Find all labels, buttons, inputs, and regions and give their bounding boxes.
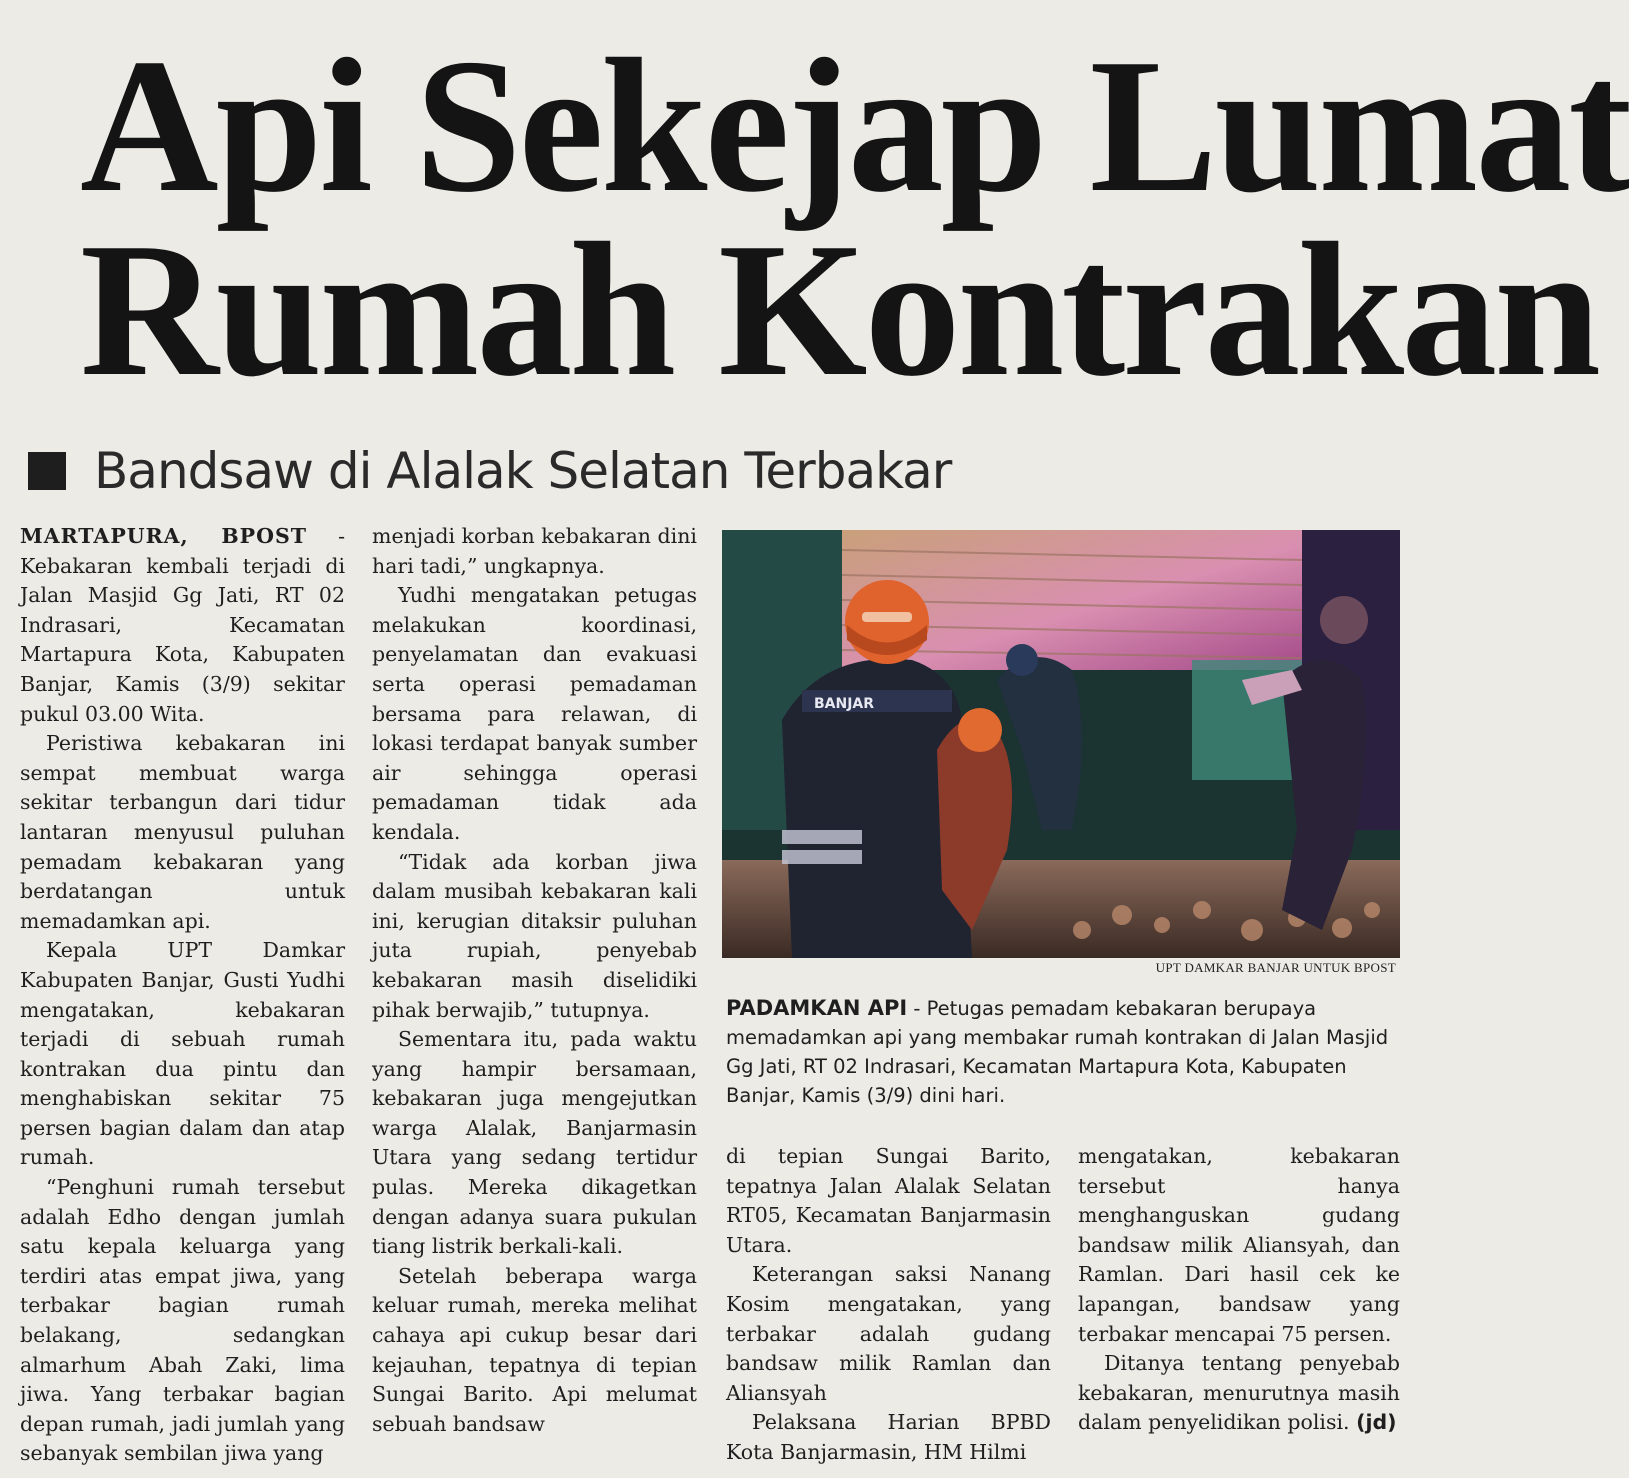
paragraph: “Penghuni rumah tersebut adalah Edho dengan jumlah satu kepala keluarga yang terdiri atas empat jiwa, yang terbakar bagian rumah belakang, sedangkan almarhum Abah Zaki, lima jiwa. Yang terbakar bagian depan rumah, jadi jumlah yang sebanyak sembilan jiwa yang — [20, 1175, 345, 1466]
subheadline — [28, 436, 951, 506]
paragraph: mengatakan, kebakaran tersebut hanya menghanguskan gudang bandsaw milik Aliansyah, dan Ramlan. Dari hasil cek ke lapangan, bandsaw yang terbakar mencapai 75 persen. — [1078, 1144, 1400, 1346]
subheadline-text: Bandsaw di Alalak Selatan Terbakar — [94, 442, 952, 500]
vest-text: BANJAR — [814, 696, 875, 712]
headline-line-2: Rumah Kontrakan — [80, 203, 1598, 416]
caption-heading: PADAMKAN API — [726, 996, 908, 1020]
paragraph: Pelaksana Harian BPBD Kota Banjarmasin, HM Hilmi — [726, 1410, 1051, 1464]
article-column-2 — [372, 522, 697, 1439]
article-column-4 — [1078, 1142, 1400, 1438]
lead-text: Kebakaran kembali terjadi di Jalan Masjid Gg Jati, RT 02 Indrasari, Kecamatan Martapura Kota, Kabupaten Banjar, Kamis (3/9) sekitar pukul 03.00 Wita. — [20, 553, 345, 726]
headline-line-1: Api Sekejap Lumat — [80, 19, 1629, 232]
paragraph: di tepian Sungai Barito, tepatnya Jalan Alalak Selatan RT05, Kecamatan Banjarmasin Utara. — [726, 1144, 1051, 1257]
firefighters-illustration — [722, 530, 1400, 958]
paragraph: Setelah beberapa warga keluar rumah, mereka melihat cahaya api cukup besar dari kejauhan, tepatnya di tepian Sungai Barito. Api melumat sebuah bandsaw — [372, 1263, 697, 1436]
paragraph: Peristiwa kebakaran ini sempat membuat warga sekitar terbangun dari tidur lantaran menyusul puluhan pemadam kebakaran yang berdatangan untuk memadamkan api. — [20, 731, 345, 933]
photo-caption: PADAMKAN API - Petugas pemadam kebakaran berupaya memadamkan api yang membakar rumah kontrakan di Jalan Masjid Gg Jati, RT 02 Indrasari, Kecamatan Martapura Kota, Kabupaten Banjar, Kamis (3/9) dini hari. — [726, 996, 1389, 1107]
photo-credit: UPT DAMKAR BANJAR UNTUK BPOST — [1155, 960, 1396, 975]
article-column-1 — [20, 522, 345, 1469]
closing-text: Ditanya tentang penyebab kebakaran, menurutnya masih dalam penyelidikan polisi. — [1078, 1351, 1400, 1435]
paragraph: Yudhi mengatakan petugas melakukan koordinasi, penyelamatan dan evakuasi serta operasi pemadaman bersama para relawan, di lokasi terdapat banyak sumber air sehingga operasi pemadaman tidak ada kendala. — [372, 583, 697, 844]
caption-text: Petugas pemadam kebakaran berupaya memadamkan api yang membakar rumah kontrakan di Jalan Masjid Gg Jati, RT 02 Indrasari, Kecamatan Martapura Kota, Kabupaten Banjar, Kamis (3/9) dini hari. — [726, 997, 1389, 1107]
lead-paragraph: MARTAPURA, BPOST - Kebakaran kembali terjadi di Jalan Masjid Gg Jati, RT 02 Indrasari, Kecamatan Martapura Kota, Kabupaten Banjar, Kamis (3/9) sekitar pukul 03.00 Wita. — [20, 524, 345, 726]
paragraph: menjadi korban kebakaran dini hari tadi,” ungkapnya. — [372, 524, 697, 578]
paragraph: Sementara itu, pada waktu yang hampir bersamaan, kebakaran juga mengejutkan warga Alalak, Banjarmasin Utara yang sedang tertidur pulas. Mereka dikagetkan dengan adanya suara pukulan tiang listrik berkali-kali. — [372, 1027, 697, 1259]
news-photo — [722, 530, 1400, 958]
dateline: MARTAPURA, BPOST — [20, 524, 308, 548]
paragraph: Kepala UPT Damkar Kabupaten Banjar, Gusti Yudhi mengatakan, kebakaran terjadi di sebuah rumah kontrakan dua pintu dan menghabiskan sekitar 75 persen bagian dalam dan atap rumah. — [20, 938, 345, 1170]
author-initials: (jd) — [1356, 1410, 1397, 1435]
paragraph: “Tidak ada korban jiwa dalam musibah kebakaran kali ini, kerugian ditaksir puluhan juta rupiah, penyebab kebakaran masih diselidiki pihak berwajib,” tutupnya. — [372, 849, 697, 1022]
square-bullet-icon — [28, 452, 66, 490]
closing-paragraph — [1078, 1349, 1400, 1438]
article-column-3 — [726, 1142, 1051, 1468]
paragraph: Keterangan saksi Nanang Kosim mengatakan, yang terbakar adalah gudang bandsaw milik Ramlan dan Aliansyah — [726, 1262, 1051, 1405]
